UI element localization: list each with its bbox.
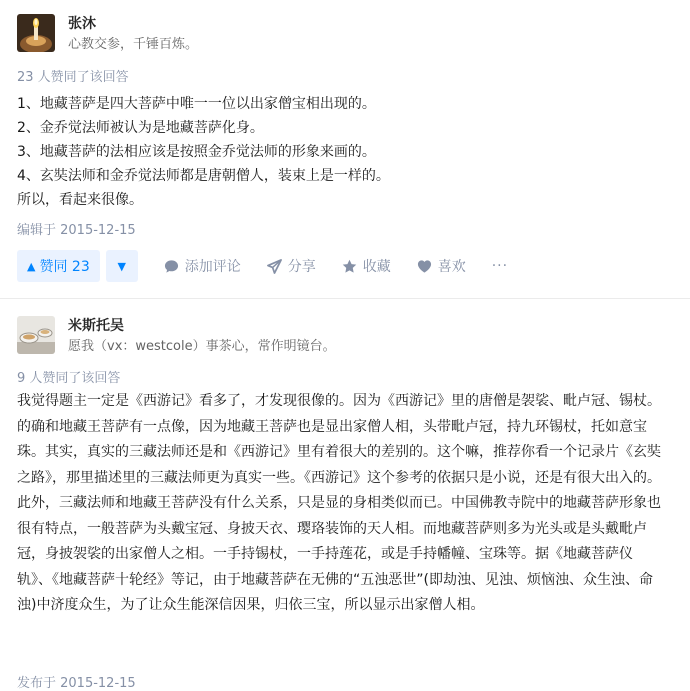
downvote-button[interactable] (106, 250, 138, 282)
author-bio: 心教交参，千锤百炼。 (68, 37, 199, 52)
comment-label: 添加评论 (184, 259, 241, 275)
avatar[interactable] (17, 14, 55, 52)
upvote-label: 赞同 23 (39, 259, 90, 275)
answer-paragraph: 4、玄奘法师和金乔觉法师都是唐朝僧人，装束上是一样的。 (17, 168, 390, 184)
answer-paragraph: 此外，三藏法师和地藏王菩萨没有什么关系，只是显的身相类似而已。中国佛教寺院中的地藏菩萨形象也很有特点，一般菩萨为头戴宝冠、身披天衣、璎珞装饰的天人相。而地藏菩萨则多为光头或是头戴毗卢冠，身披袈裟的出家僧人之相。一手持锡杖，一手持莲花，或是手持幡幢、宝珠等。据《地藏菩萨仪轨》、《地藏菩萨十轮经》等记，由于地藏菩萨在无佛的“五浊恶世”(即劫浊、见浊、烦恼浊、众生浊、命浊)中济度众生，为了让众生能深信因果，归依三宝，所以显示出家僧人相。 (17, 495, 661, 613)
answer-paragraph: 1、地藏菩萨是四大菩萨中唯一一位以出家僧宝相出现的。 (17, 96, 376, 112)
answer-content (17, 92, 667, 212)
like-label: 喜欢 (437, 259, 466, 275)
collect-label: 收藏 (362, 259, 391, 275)
author-bio: 愿我（vx：westcole）事茶心，常作明镜台。 (68, 339, 336, 354)
comment-icon (164, 259, 179, 274)
share-button[interactable] (267, 256, 316, 276)
answer-content (17, 389, 667, 619)
more-button[interactable] (492, 258, 508, 274)
author-name[interactable]: 张沐 (68, 16, 96, 32)
voters-count[interactable]: 23 人赞同了该回答 (17, 70, 129, 85)
star-icon (342, 259, 357, 274)
triangle-up-icon: ▲ (27, 259, 36, 273)
triangle-down-icon: ▼ (117, 259, 126, 273)
more-icon: ··· (491, 258, 509, 274)
avatar[interactable] (17, 316, 55, 354)
author-row (17, 14, 198, 54)
answer-paragraph: 2、金乔觉法师被认为是地藏菩萨化身。 (17, 120, 264, 136)
heart-icon (417, 259, 432, 274)
upvote-button[interactable] (17, 250, 100, 282)
share-label: 分享 (287, 259, 316, 275)
voters-count[interactable]: 9 人赞同了该回答 (17, 371, 121, 386)
collect-button[interactable] (342, 256, 391, 276)
action-bar (17, 250, 508, 282)
edit-timestamp[interactable]: 编辑于 2015-12-15 (17, 223, 136, 238)
like-button[interactable] (417, 256, 466, 276)
comment-button[interactable] (164, 256, 241, 276)
answer-divider (0, 298, 690, 299)
author-row (17, 316, 336, 356)
answer-paragraph: 我觉得题主一定是《西游记》看多了，才发现很像的。因为《西游记》里的唐僧是袈裟、毗卢冠、锡杖。的确和地藏王菩萨有一点像，因为地藏王菩萨也是显出家僧人相，头带毗卢冠，持九环锡杖，托如意宝珠。其实，真实的三藏法师还是和《西游记》里有着很大的差别的。这个嘛，推荐你看一个记录片《玄奘之路》，那里描述里的三藏法师更为真实一些。《西游记》这个参考的依据只是小说，还是有很大出入的。 (17, 393, 661, 486)
author-name[interactable]: 米斯托吴 (68, 318, 124, 334)
share-icon (267, 259, 282, 274)
answer-paragraph: 3、地藏菩萨的法相应该是按照金乔觉法师的形象来画的。 (17, 144, 376, 160)
answer-paragraph: 所以，看起来很像。 (17, 192, 143, 208)
publish-timestamp[interactable]: 发布于 2015-12-15 (17, 676, 136, 691)
